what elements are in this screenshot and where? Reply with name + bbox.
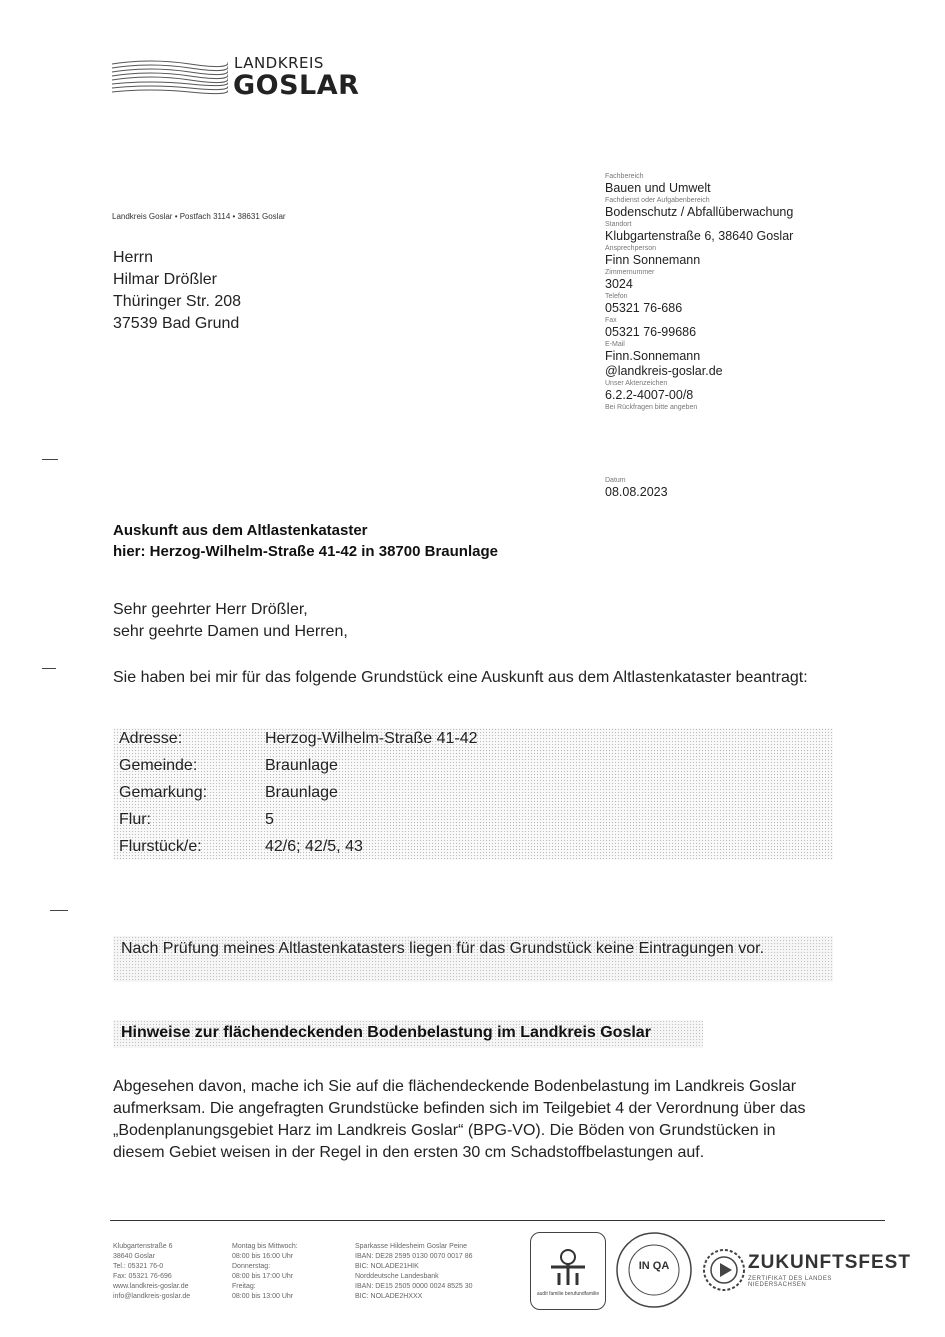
info-value: @landkreis-goslar.de [605, 364, 723, 378]
parcel-value: 5 [265, 811, 274, 828]
info-label: Fachdienst oder Aufgabenbereich [605, 197, 710, 204]
footer-text: Donnerstag: [232, 1263, 271, 1270]
greeting [113, 599, 348, 643]
fold-mark [42, 459, 58, 460]
intro-paragraph: Sie haben bei mir für das folgende Grundstück eine Auskunft aus dem Altlastenkataster beantragt: [113, 669, 808, 686]
fold-mark [42, 668, 56, 669]
parcel-key: Adresse: [119, 730, 183, 747]
parcel-value: Braunlage [265, 757, 338, 774]
audit-familie-seal [530, 1232, 606, 1310]
info-value: Bodenschutz / Abfallüberwachung [605, 205, 794, 219]
parcel-value: 42/6; 42/5, 43 [265, 838, 363, 855]
info-label: Ansprechperson [605, 245, 656, 252]
letter-subject [113, 520, 498, 562]
footer-text: IBAN: DE28 2595 0130 0070 0017 86 [355, 1253, 473, 1260]
logo-line1: LANDKREIS [234, 54, 324, 72]
parcel-value: Braunlage [265, 784, 338, 801]
info-value: Bauen und Umwelt [605, 181, 711, 195]
info-value: 3024 [605, 277, 633, 291]
play-circle-icon [702, 1248, 746, 1292]
info-label: Unser Aktenzeichen [605, 380, 668, 387]
footer-text: Tel.: 05321 76-0 [113, 1263, 164, 1270]
greeting-line1: Sehr geehrter Herr Drößler, [113, 601, 308, 618]
parcel-key: Flur: [119, 811, 151, 828]
date-label: Datum [605, 477, 626, 484]
info-value: 05321 76-99686 [605, 325, 697, 339]
recipient-salutation: Herrn [113, 249, 154, 266]
logo-stripes-icon [110, 58, 228, 96]
info-value: 05321 76-686 [605, 301, 683, 315]
footer-text: BIC: NOLADE21HIK [355, 1263, 419, 1270]
family-audit-icon [531, 1233, 605, 1309]
footer-text: Norddeutsche Landesbank [355, 1273, 439, 1280]
footer-text: 08:00 bis 13:00 Uhr [232, 1293, 294, 1300]
info-label: E-Mail [605, 341, 625, 348]
footer-address-column [113, 1242, 190, 1302]
footer-divider [110, 1220, 885, 1221]
info-label: Zimmernummer [605, 269, 655, 276]
hint-heading: Hinweise zur flächendeckenden Bodenbelastung im Landkreis Goslar [121, 1024, 651, 1041]
recipient-address [113, 247, 241, 335]
footer-text: IBAN: DE15 2505 0000 0024 8525 30 [355, 1283, 473, 1290]
footer-text: BIC: NOLADE2HXXX [355, 1293, 423, 1300]
info-value: Finn Sonnemann [605, 253, 701, 267]
result-box [113, 936, 833, 982]
info-value: Klubgartenstraße 6, 38640 Goslar [605, 229, 794, 243]
footer-text: www.landkreis-goslar.de [113, 1283, 189, 1290]
landkreis-goslar-logo [110, 52, 360, 102]
info-label: Standort [605, 221, 632, 228]
footer-text: Klubgartenstraße 6 [113, 1243, 173, 1250]
parcel-key: Flurstück/e: [119, 838, 202, 855]
info-value: Finn.Sonnemann [605, 349, 701, 363]
sender-return-address: Landkreis Goslar • Postfach 3114 • 38631 Goslar [112, 212, 286, 221]
footer-text: info@landkreis-goslar.de [113, 1293, 191, 1300]
fold-mark [50, 910, 68, 911]
seal3-subtitle: ZERTIFIKAT DES LANDES NIEDERSACHSEN [748, 1276, 832, 1288]
parcel-details-box [113, 728, 833, 860]
subject-line2: hier: Herzog-Wilhelm-Straße 41-42 in 38700 Braunlage [113, 543, 498, 560]
info-label: Telefon [605, 293, 628, 300]
info-label: Fachbereich [605, 173, 644, 180]
footer-text: Montag bis Mittwoch: [232, 1243, 298, 1250]
date-block [605, 476, 668, 500]
footer-text: 08:00 bis 16:00 Uhr [232, 1253, 294, 1260]
zukunftsfest-seal [700, 1238, 911, 1302]
footer-hours-column [232, 1242, 298, 1302]
seal3-title: ZUKUNFTSFEST [748, 1252, 911, 1273]
footer-bank-column [355, 1242, 473, 1302]
footer-text: Sparkasse Hildesheim Goslar Peine [355, 1243, 468, 1250]
contact-info-block [605, 172, 865, 412]
footer-text: Freitag: [232, 1283, 256, 1290]
seal1-text: audit familie berufundfamilie [536, 1291, 600, 1297]
footer-text: Fax: 05321 76-696 [113, 1273, 172, 1280]
recipient-city: 37539 Bad Grund [113, 315, 240, 332]
greeting-line2: sehr geehrte Damen und Herren, [113, 623, 348, 640]
parcel-key: Gemarkung: [119, 784, 208, 801]
recipient-street: Thüringer Str. 208 [113, 293, 242, 310]
footer-text: 08:00 bis 17:00 Uhr [232, 1273, 294, 1280]
seal2-text: IN QA [638, 1260, 670, 1272]
subject-line1: Auskunft aus dem Altlastenkataster [113, 522, 368, 539]
footer-text: 38640 Goslar [113, 1253, 156, 1260]
logo-line2: GOSLAR [233, 70, 360, 101]
info-label: Bei Rückfragen bitte angeben [605, 404, 698, 411]
parcel-key: Gemeinde: [119, 757, 198, 774]
date-value: 08.08.2023 [605, 485, 668, 499]
hint-paragraph: Abgesehen davon, mache ich Sie auf die flächendeckende Bodenbelastung im Landkreis Goslar aufmerksam. Die angefragten Grundstücke befinden sich im Teilgebiet 4 der Verordnung über das „Bodenplanungsgebiet Harz im Landkreis Goslar“ (BPG-VO). Die Böden von Grundstücken in diesem Gebiet weisen in der Regel in den ersten 30 cm Schadstoffbelastungen auf. [113, 1078, 806, 1161]
hint-heading-box [113, 1020, 703, 1048]
inqa-seal [614, 1230, 694, 1310]
result-text: Nach Prüfung meines Altlastenkatasters liegen für das Grundstück keine Eintragungen vor. [121, 940, 765, 957]
recipient-name: Hilmar Drößler [113, 271, 217, 288]
parcel-value: Herzog-Wilhelm-Straße 41-42 [265, 730, 478, 747]
info-value: 6.2.2-4007-00/8 [605, 388, 694, 402]
info-label: Fax [605, 317, 617, 324]
